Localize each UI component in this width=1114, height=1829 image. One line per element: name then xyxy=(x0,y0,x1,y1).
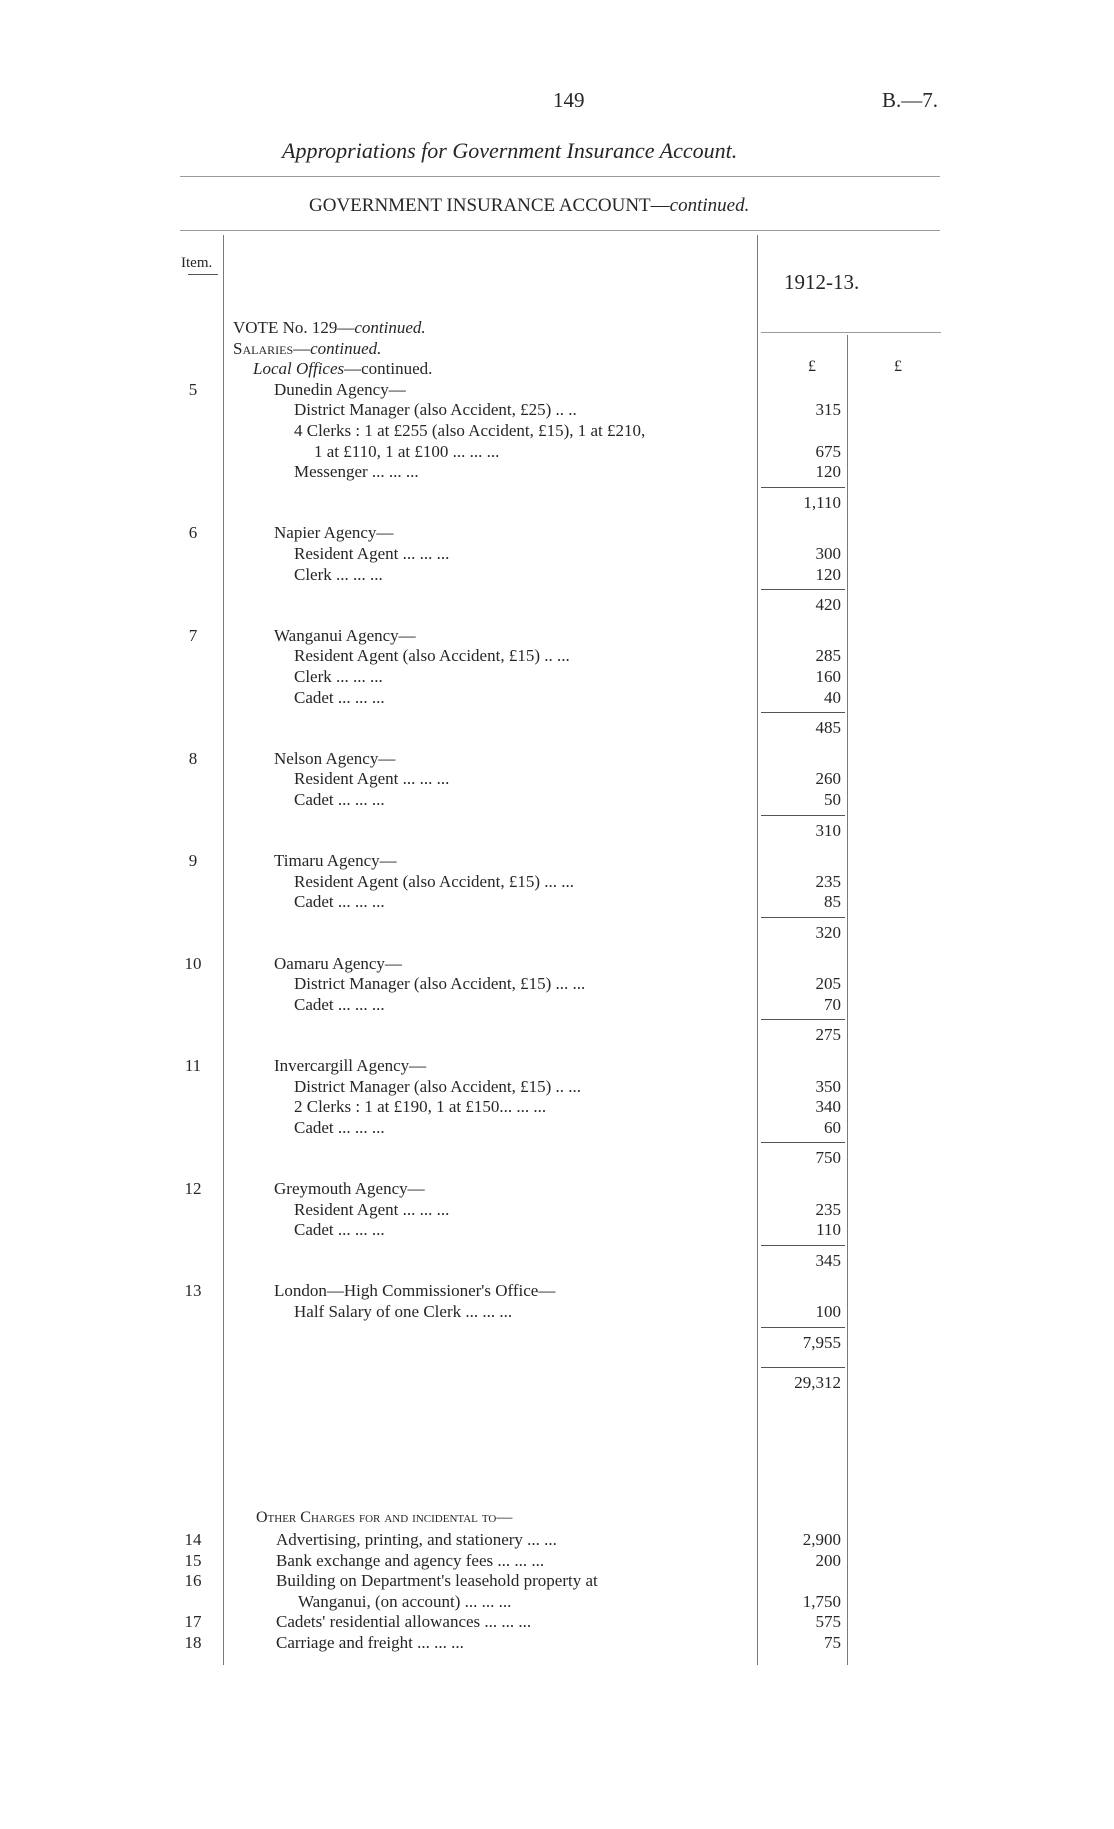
line-28 xyxy=(0,995,1114,1016)
subtotal-rule xyxy=(761,487,845,488)
item-number: 5 xyxy=(188,379,198,399)
other-charges-heading-text: Other Charges for and incidental to— xyxy=(256,1509,513,1526)
line-amount: 575 xyxy=(815,1612,841,1632)
line-32 xyxy=(0,1097,1114,1118)
line-text: Cadet ... ... ... xyxy=(294,994,385,1014)
line-text: Resident Agent ... ... ... xyxy=(294,1199,450,1219)
item-number: 13 xyxy=(184,1281,202,1301)
line-26 xyxy=(0,954,1114,975)
item-number: 12 xyxy=(184,1179,202,1198)
line-text: 1 at £110, 1 at £100 ... ... ... xyxy=(314,441,500,461)
line-21 xyxy=(0,821,1114,842)
line-amount: 120 xyxy=(815,564,841,584)
subtotal-rule xyxy=(761,815,845,816)
line-39 xyxy=(0,1281,1114,1302)
line-18 xyxy=(0,749,1114,770)
line-amount: 485 xyxy=(815,718,841,738)
line-34 xyxy=(0,1148,1114,1169)
line-text: Wanganui, (on account) ... ... ... xyxy=(298,1591,512,1611)
line-23 xyxy=(0,872,1114,893)
line-text: Messenger ... ... ... xyxy=(294,462,419,482)
subtotal-rule xyxy=(761,1245,845,1246)
line-amount: 420 xyxy=(815,595,841,615)
line-text: Building on Department's leasehold property at xyxy=(276,1571,598,1591)
line-amount: 675 xyxy=(815,441,841,461)
line-amount: 260 xyxy=(815,769,841,789)
subtotal-rule xyxy=(761,1142,845,1143)
line-11 xyxy=(0,565,1114,586)
line-amount: 75 xyxy=(824,1633,841,1652)
line-text: Resident Agent (also Accident, £15) ... ... xyxy=(294,871,574,891)
line-8 xyxy=(0,493,1114,514)
page-number: 149 xyxy=(553,88,585,112)
line-amount: 60 xyxy=(824,1117,841,1137)
subtotal-rule xyxy=(761,917,845,918)
item-column-header: Item. xyxy=(181,255,213,271)
line-amount: 340 xyxy=(815,1097,841,1117)
line-20 xyxy=(0,790,1114,811)
line-10 xyxy=(0,544,1114,565)
pound-symbol-right: £ xyxy=(894,358,902,375)
line-amount: 205 xyxy=(815,974,841,994)
line-text: Dunedin Agency— xyxy=(274,379,406,399)
line-amount: 2,900 xyxy=(802,1530,841,1549)
line-text: District Manager (also Accident, £15) .. ... xyxy=(294,1076,582,1096)
line-25 xyxy=(0,923,1114,944)
line-24 xyxy=(0,892,1114,913)
subtotal-rule xyxy=(761,1327,845,1328)
line-amount: 235 xyxy=(815,871,841,891)
line-amount: 750 xyxy=(815,1148,841,1168)
line-text: Napier Agency— xyxy=(274,523,394,543)
line-amount: 85 xyxy=(824,892,841,912)
line-0 xyxy=(0,318,1114,339)
line-amount: 1,110 xyxy=(803,492,841,512)
line-29 xyxy=(0,1025,1114,1046)
title-rule xyxy=(180,176,940,177)
line-text: 4 Clerks : 1 at £255 (also Accident, £15), 1 at £210, xyxy=(294,421,646,440)
line-amount: 160 xyxy=(815,667,841,686)
subtotal-rule xyxy=(761,589,845,590)
line-amount: 110 xyxy=(816,1220,841,1240)
line-1 xyxy=(0,339,1114,360)
line-amount: 70 xyxy=(824,994,841,1014)
line-17 xyxy=(0,718,1114,739)
other-charge-line-0 xyxy=(0,1530,1114,1551)
line-text: District Manager (also Accident, £15) ... ... xyxy=(294,974,586,994)
other-charge-line-5 xyxy=(0,1633,1114,1654)
item-number: 9 xyxy=(188,851,198,871)
line-amount: 345 xyxy=(815,1250,841,1270)
line-amount: 120 xyxy=(815,462,841,482)
line-38 xyxy=(0,1251,1114,1272)
line-amount: 100 xyxy=(815,1302,841,1321)
line-text: VOTE No. 129—continued. xyxy=(233,318,426,337)
line-16 xyxy=(0,688,1114,709)
line-36 xyxy=(0,1200,1114,1221)
subtotal-rule xyxy=(761,1019,845,1020)
line-text: Cadet ... ... ... xyxy=(294,1117,385,1137)
line-40 xyxy=(0,1302,1114,1323)
page-title: Appropriations for Government Insurance Account. xyxy=(282,138,738,163)
item-number: 7 xyxy=(188,625,198,645)
line-amount: 235 xyxy=(815,1199,841,1219)
year-column-header: 1912-13. xyxy=(784,270,860,294)
line-text: Carriage and freight ... ... ... xyxy=(276,1633,464,1652)
line-text: Advertising, printing, and stationery ... ... xyxy=(276,1530,557,1549)
item-number: 14 xyxy=(184,1530,202,1549)
section-subtitle xyxy=(309,195,749,217)
line-text: 2 Clerks : 1 at £190, 1 at £150... ... ... xyxy=(294,1097,547,1117)
line-14 xyxy=(0,646,1114,667)
other-charges-heading xyxy=(256,1509,512,1527)
line-13 xyxy=(0,626,1114,647)
subtitle-rule xyxy=(180,230,940,231)
line-amount: 315 xyxy=(815,400,841,420)
continued-label: continued. xyxy=(310,338,382,358)
line-amount: 310 xyxy=(815,820,841,840)
line-text: Resident Agent ... ... ... xyxy=(294,769,450,789)
line-4 xyxy=(0,400,1114,421)
line-text: Clerk ... ... ... xyxy=(294,667,383,686)
line-text: Oamaru Agency— xyxy=(274,953,402,973)
other-charge-line-3 xyxy=(0,1592,1114,1613)
other-charge-line-4 xyxy=(0,1612,1114,1633)
line-text: Bank exchange and agency fees ... ... ... xyxy=(276,1550,545,1570)
line-amount: 29,312 xyxy=(794,1373,841,1393)
pound-symbol-left: £ xyxy=(808,358,816,375)
line-text: Timaru Agency— xyxy=(274,851,397,871)
line-text: Resident Agent ... ... ... xyxy=(294,544,450,563)
line-31 xyxy=(0,1077,1114,1098)
item-number: 11 xyxy=(184,1056,202,1075)
line-text: Resident Agent (also Accident, £15) .. ... xyxy=(294,646,570,666)
item-header-underline xyxy=(188,274,218,275)
item-number: 10 xyxy=(184,953,202,973)
line-2 xyxy=(0,359,1114,380)
line-37 xyxy=(0,1220,1114,1241)
line-text: London—High Commissioner's Office— xyxy=(274,1281,556,1301)
line-text: Cadet ... ... ... xyxy=(294,1220,385,1240)
line-text: Nelson Agency— xyxy=(274,748,396,768)
other-charge-line-1 xyxy=(0,1551,1114,1572)
line-amount: 320 xyxy=(815,923,841,942)
subtitle-continued: continued. xyxy=(669,195,750,216)
line-text: Cadets' residential allowances ... ... ... xyxy=(276,1612,532,1632)
line-text: Clerk ... ... ... xyxy=(294,564,383,584)
line-text: Greymouth Agency— xyxy=(274,1179,425,1198)
line-5 xyxy=(0,421,1114,442)
line-35 xyxy=(0,1179,1114,1200)
line-15 xyxy=(0,667,1114,688)
line-text: Cadet ... ... ... xyxy=(294,687,385,707)
item-number: 18 xyxy=(184,1633,202,1652)
line-text: Cadet ... ... ... xyxy=(294,892,385,912)
line-amount: 350 xyxy=(815,1076,841,1096)
line-3 xyxy=(0,380,1114,401)
line-41 xyxy=(0,1333,1114,1354)
line-text: Local Offices—continued. xyxy=(253,359,433,379)
line-7 xyxy=(0,462,1114,483)
continued-label: continued. xyxy=(354,318,426,337)
line-9 xyxy=(0,523,1114,544)
item-number: 6 xyxy=(188,523,198,543)
line-amount: 7,955 xyxy=(802,1332,841,1352)
line-amount: 1,750 xyxy=(802,1591,841,1611)
line-amount: 300 xyxy=(815,544,841,563)
line-amount: 40 xyxy=(824,687,841,707)
subtotal-rule xyxy=(761,712,845,713)
document-reference: B.—7. xyxy=(882,88,939,112)
local-offices-label: Local Offices xyxy=(253,359,345,379)
line-amount: 200 xyxy=(815,1550,841,1570)
other-charge-line-2 xyxy=(0,1571,1114,1592)
item-number: 17 xyxy=(184,1612,202,1632)
line-text xyxy=(233,339,381,359)
line-text: Cadet ... ... ... xyxy=(294,790,385,809)
line-30 xyxy=(0,1056,1114,1077)
line-text: District Manager (also Accident, £25) .. .. xyxy=(294,400,577,420)
subtitle-main: GOVERNMENT INSURANCE ACCOUNT— xyxy=(309,195,670,216)
line-text: Invercargill Agency— xyxy=(274,1056,427,1075)
line-33 xyxy=(0,1118,1114,1139)
salaries-label: Salaries— xyxy=(233,338,311,358)
line-12 xyxy=(0,595,1114,616)
line-22 xyxy=(0,851,1114,872)
item-number: 8 xyxy=(188,748,198,768)
line-27 xyxy=(0,974,1114,995)
item-number: 15 xyxy=(184,1550,202,1570)
item-number: 16 xyxy=(184,1571,202,1591)
line-6 xyxy=(0,442,1114,463)
line-19 xyxy=(0,769,1114,790)
line-42 xyxy=(0,1373,1114,1394)
line-amount: 285 xyxy=(815,646,841,666)
line-text: Half Salary of one Clerk ... ... ... xyxy=(294,1302,513,1321)
line-amount: 275 xyxy=(815,1025,841,1045)
line-amount: 50 xyxy=(824,790,841,809)
line-text: Wanganui Agency— xyxy=(274,625,416,645)
subtotal-rule xyxy=(761,1367,845,1368)
